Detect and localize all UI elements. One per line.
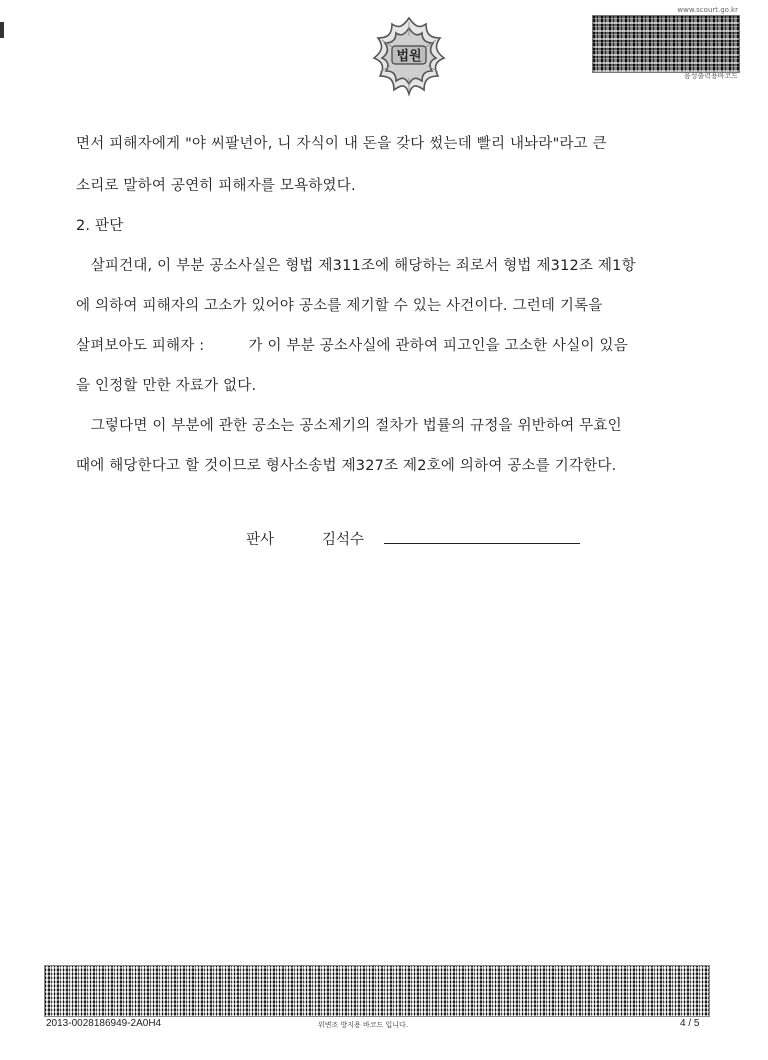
body-line: 면서 피해자에게 "야 씨팔년아, 니 자식이 내 돈을 갖다 썼는데 빨리 내놔라"라고 큰	[76, 136, 607, 152]
margin-mark	[0, 22, 4, 38]
judge-title: 판사	[246, 532, 275, 548]
barcode-note: 위변조 방지용 바코드 입니다.	[318, 1021, 409, 1029]
body-line: 소리로 말하여 공연히 피해자를 모욕하였다.	[76, 178, 356, 194]
page-number: 4 / 5	[680, 1018, 700, 1029]
body-line: 때에 해당한다고 할 것이므로 형사소송법 제327조 제2호에 의하여 공소를 기각한다.	[76, 458, 617, 474]
barcode-caption: 음성출력용바코드	[683, 72, 738, 80]
signature-line	[384, 543, 580, 544]
body-line: 에 의하여 피해자의 고소가 있어야 공소를 제기할 수 있는 사건이다. 그런데 기록을	[76, 298, 603, 314]
judge-name: 김석수	[322, 532, 365, 548]
barcode-url: www.scourt.go.kr	[677, 6, 738, 14]
anti-forgery-barcode	[44, 965, 710, 1017]
section-heading: 2. 판단	[76, 218, 124, 234]
barcode-graphic	[592, 15, 740, 73]
document-id: 2013-0028186949-2A0H4	[46, 1018, 162, 1029]
body-line: 살피건대, 이 부분 공소사실은 형법 제311조에 해당하는 죄로서 형법 제312조 제1항	[76, 258, 636, 274]
emblem-text: 법원	[396, 49, 422, 64]
body-line: 그렇다면 이 부분에 관한 공소는 공소제기의 절차가 법률의 규정을 위반하여 무효인	[76, 418, 622, 434]
voice-output-barcode	[592, 6, 738, 82]
body-line: 을 인정할 만한 자료가 없다.	[76, 378, 257, 394]
court-emblem-logo	[366, 14, 452, 100]
body-line: 살펴보아도 피해자 : 가 이 부분 공소사실에 관하여 피고인을 고소한 사실이 있음	[76, 338, 628, 354]
